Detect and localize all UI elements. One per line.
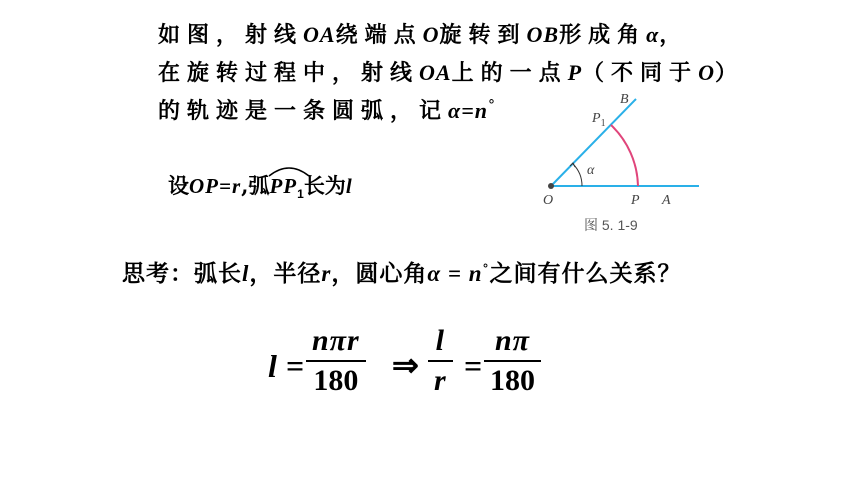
label-P: P — [631, 193, 640, 208]
text-line-3 — [158, 94, 502, 125]
label-B: B — [620, 92, 629, 107]
var-r: r — [231, 174, 242, 198]
degree-sign: ° — [487, 97, 502, 114]
point-O — [548, 183, 554, 189]
var-alpha: α — [448, 98, 462, 123]
fraction-denominator: r — [434, 364, 447, 397]
equals-sign: = — [461, 98, 475, 123]
var-alpha: α — [427, 261, 442, 286]
fraction-denominator: 180 — [490, 364, 535, 397]
text-seg: 在旋转过程中，射线 — [158, 60, 420, 86]
var-l: l — [242, 261, 250, 286]
arc-label: PP — [269, 174, 298, 198]
equals-sign: = — [441, 261, 469, 286]
label-P1-sub: 1 — [600, 118, 606, 129]
arc-PP1 — [611, 125, 638, 186]
equals-sign: = — [219, 174, 232, 198]
arc-subscript: 1 — [297, 187, 304, 202]
label-alpha: α — [587, 163, 595, 178]
fraction-numerator: nπr — [312, 324, 360, 357]
text-seg: ） — [714, 60, 744, 86]
arc-PP1 — [269, 173, 303, 201]
text-seg: 旋转到 — [439, 22, 527, 48]
var-n: n — [468, 261, 483, 286]
text-seg: 之间有什么关系？ — [489, 260, 682, 287]
text-seg: 的轨迹是一条圆弧，记 — [158, 98, 449, 124]
rotation-figure — [534, 92, 704, 240]
var-OP: OP — [189, 174, 219, 198]
fraction-npir-180 — [306, 322, 366, 400]
fraction-npi-180 — [484, 322, 541, 400]
text-seg: 绕端点 — [335, 22, 423, 48]
var-alpha: α — [646, 22, 660, 47]
question-line — [122, 255, 681, 288]
var-l: l — [345, 174, 353, 198]
var-OB: OB — [526, 22, 560, 47]
angle-arc — [573, 164, 582, 186]
var-O: O — [422, 22, 440, 47]
var-P: P — [567, 60, 583, 85]
degree-sign: ° — [482, 261, 490, 276]
text-seg: ，半径 — [249, 260, 322, 287]
fraction-numerator: l — [435, 324, 446, 357]
text-seg: 如图，射线 — [158, 22, 304, 48]
label-O: O — [543, 193, 554, 208]
text-seg: （不同于 — [582, 60, 699, 86]
text-seg: 上的一点 — [451, 60, 568, 86]
fraction-numerator: nπ — [494, 324, 531, 357]
definition-line — [168, 170, 353, 201]
var-O: O — [698, 60, 715, 85]
label-P1 — [591, 111, 606, 129]
text-seg: 设 — [168, 173, 189, 198]
var-OA: OA — [419, 60, 452, 85]
var-OA: OA — [303, 22, 336, 47]
formula-equals-1: = — [286, 348, 305, 384]
label-A: A — [662, 193, 671, 208]
text-seg: ， — [659, 22, 689, 48]
text-line-2 — [158, 56, 744, 87]
formula-equals-2: = — [464, 348, 483, 384]
text-seg: ,弧 — [241, 173, 270, 198]
text-seg: 形成角 — [559, 22, 647, 48]
text-line-1 — [158, 18, 688, 49]
label-P1-main: P — [592, 111, 601, 126]
text-seg: ，圆心角 — [331, 260, 428, 287]
text-seg: 长为 — [303, 173, 346, 198]
fraction-denominator: 180 — [313, 364, 359, 397]
arc-mark-icon — [267, 164, 311, 178]
var-n: n — [474, 98, 488, 123]
var-r: r — [321, 261, 332, 286]
implies-arrow-icon: ⇒ — [392, 347, 419, 383]
text-seg: 思考：弧长 — [122, 260, 242, 287]
formula-lhs: l — [268, 348, 278, 384]
figure-caption: 图 5. 1-9 — [584, 217, 638, 233]
fraction-l-r — [428, 322, 453, 400]
